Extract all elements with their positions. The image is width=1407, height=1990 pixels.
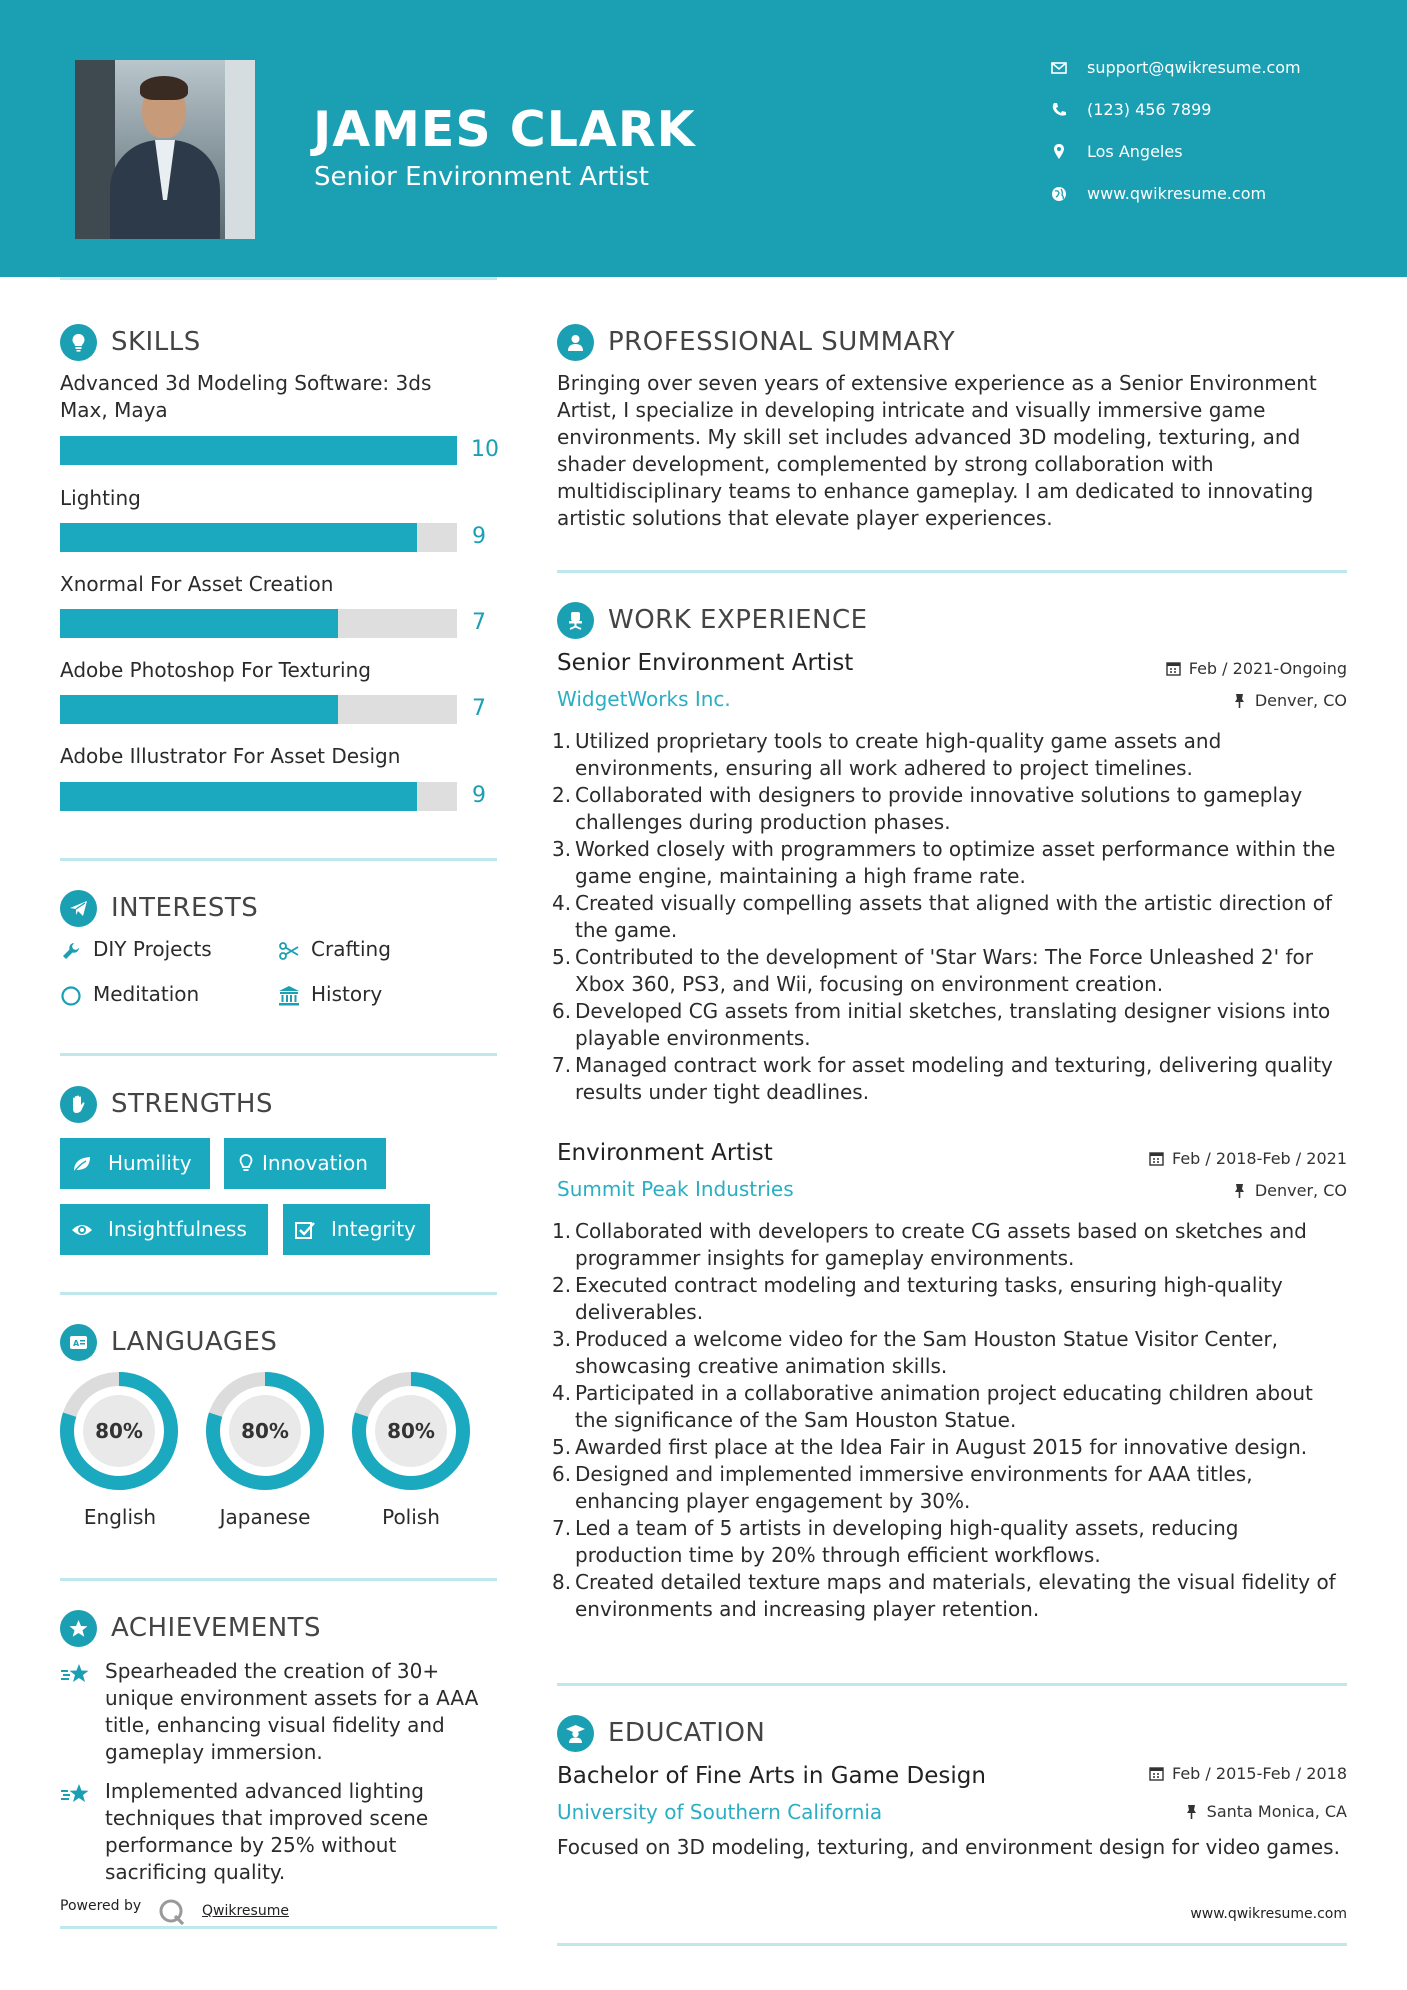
job-location-text: Denver, CO: [1254, 691, 1347, 710]
lightbulb-icon: [235, 1153, 257, 1175]
strength-label: Insightfulness: [108, 1217, 247, 1241]
strength-label: Integrity: [331, 1217, 416, 1241]
skill-level: 9: [472, 524, 486, 549]
pushpin-icon: [1232, 693, 1247, 708]
contact-phone-text: (123) 456 7899: [1087, 100, 1212, 119]
language-percent: 80%: [241, 1419, 289, 1443]
fast-star-icon: [60, 1782, 92, 1808]
leaf-icon: [71, 1153, 93, 1175]
job-duties-list: [552, 1218, 1352, 1623]
graduate-icon: [557, 1715, 594, 1752]
skill-bar: [60, 609, 457, 638]
qwikresume-link[interactable]: Qwikresume: [202, 1903, 289, 1919]
interest-label: DIY Projects: [93, 937, 212, 961]
achievements-heading: ACHIEVEMENTS: [111, 1613, 322, 1643]
divider: [60, 858, 497, 861]
education-dates-text: Feb / 2015-Feb / 2018: [1172, 1764, 1347, 1783]
list-item: 4. Participated in a collaborative animation project educating children about the significance of the Sam Houston Statue.: [552, 1381, 1313, 1432]
contact-email[interactable]: [1050, 55, 1380, 85]
user-icon: [557, 324, 594, 361]
bank-icon: [278, 985, 300, 1007]
language-donut: [204, 1370, 326, 1492]
education-dates: [1149, 1764, 1347, 1783]
contact-website-text: www.qwikresume.com: [1087, 184, 1267, 203]
star-badge-icon: [60, 1610, 97, 1647]
skill-bar: [60, 436, 457, 465]
education-description: Focused on 3D modeling, texturing, and environment design for video games.: [557, 1835, 1340, 1859]
skill-bar-fill: [60, 782, 417, 811]
strength-label: Humility: [108, 1151, 192, 1175]
list-item: 5. Awarded first place at the Idea Fair in August 2015 for innovative design.: [552, 1435, 1308, 1459]
summary-heading: PROFESSIONAL SUMMARY: [608, 327, 956, 357]
divider: [60, 1578, 497, 1581]
language-card-icon: [60, 1324, 97, 1361]
pushpin-icon: [1184, 1804, 1199, 1819]
phone-icon: [1050, 101, 1068, 119]
skill-bar: [60, 523, 457, 552]
skill-bar: [60, 782, 457, 811]
contact-website[interactable]: [1050, 181, 1380, 211]
list-item: 6. Developed CG assets from initial sketches, translating designer visions into playable environments.: [552, 999, 1331, 1050]
achievement-text: Spearheaded the creation of 30+ unique environment assets for a AAA title, enhancing visual fidelity and gameplay immersion.: [105, 1659, 479, 1764]
list-item: 2. Collaborated with designers to provide innovative solutions to gameplay challenges during production phases.: [552, 783, 1303, 834]
language-name: English: [83, 1505, 157, 1529]
skill-level: 9: [472, 783, 486, 808]
contact-location: [1050, 139, 1380, 169]
office-chair-icon: [557, 602, 594, 639]
candidate-name: JAMES CLARK: [313, 101, 696, 158]
svg-text:A: A: [73, 1339, 80, 1348]
envelope-icon: [1050, 59, 1068, 77]
strength-tag: [60, 1204, 268, 1255]
language-percent: 80%: [387, 1419, 435, 1443]
skill-bar: [60, 695, 457, 724]
skills-heading: SKILLS: [111, 327, 201, 357]
company-name: WidgetWorks Inc.: [557, 687, 731, 711]
list-item: 7. Managed contract work for asset modeling and texturing, delivering quality results under tight deadlines.: [552, 1053, 1333, 1104]
languages-heading: LANGUAGES: [111, 1327, 278, 1357]
pushpin-icon: [1232, 1183, 1247, 1198]
language-name: Japanese: [219, 1505, 311, 1529]
interests-heading: INTERESTS: [111, 893, 259, 923]
candidate-title: Senior Environment Artist: [314, 162, 649, 192]
education-location: [1184, 1802, 1347, 1821]
strength-tag: [224, 1138, 386, 1189]
skill-name: Xnormal For Asset Creation: [60, 572, 334, 596]
job-duties-list: [552, 728, 1352, 1106]
skill-level: 7: [472, 610, 486, 635]
language-donut: [58, 1370, 180, 1492]
degree-title: Bachelor of Fine Arts in Game Design: [557, 1763, 986, 1789]
divider: [60, 1053, 497, 1056]
interest-label: History: [311, 982, 383, 1006]
divider: [60, 277, 497, 280]
strength-tag: [60, 1138, 210, 1189]
skill-bar-fill: [60, 695, 338, 724]
list-item: 1. Utilized proprietary tools to create high-quality game assets and environments, ensuring all work adhered to project timelines.: [552, 729, 1222, 780]
contact-location-text: Los Angeles: [1087, 142, 1183, 161]
job-location-text: Denver, CO: [1254, 1181, 1347, 1200]
footer-website[interactable]: www.qwikresume.com: [1190, 1906, 1347, 1922]
calendar-icon: [1149, 1151, 1164, 1166]
strength-label: Innovation: [262, 1151, 368, 1175]
profile-photo: [75, 60, 255, 239]
achievement-text: Implemented advanced lighting techniques that improved scene performance by 25% without sacrificing quality.: [105, 1779, 429, 1884]
education-location-text: Santa Monica, CA: [1206, 1802, 1347, 1821]
strengths-heading: STRENGTHS: [111, 1089, 273, 1119]
job-dates-text: Feb / 2018-Feb / 2021: [1172, 1149, 1347, 1168]
list-item: 5. Contributed to the development of 'Star Wars: The Force Unleashed 2' for Xbox 360, PS3, and Wii, focusing on environment creation.: [552, 945, 1313, 996]
map-pin-icon: [1050, 143, 1068, 161]
skill-name: Advanced 3d Modeling Software: 3ds Max, Maya: [60, 371, 432, 422]
job-location: [1232, 691, 1347, 710]
skill-level: 10: [471, 437, 499, 462]
company-name: Summit Peak Industries: [557, 1177, 794, 1201]
lightbulb-icon: [60, 324, 97, 361]
list-item: 3. Produced a welcome video for the Sam Houston Statue Visitor Center, showcasing creative animation skills.: [552, 1327, 1279, 1378]
interest-label: Meditation: [93, 982, 200, 1006]
job-dates: [1149, 1149, 1347, 1168]
language-donut: [350, 1370, 472, 1492]
fast-star-icon: [60, 1662, 92, 1688]
interest-label: Crafting: [311, 937, 391, 961]
divider: [557, 1943, 1347, 1946]
strength-tag: [283, 1204, 430, 1255]
divider: [60, 1292, 497, 1295]
divider: [60, 1926, 497, 1929]
list-item: 3. Worked closely with programmers to optimize asset performance within the game engine, maintaining a high frame rate.: [552, 837, 1336, 888]
skill-bar-fill: [60, 436, 457, 465]
list-item: 6. Designed and implemented immersive environments for AAA titles, enhancing player engagement by 30%.: [552, 1462, 1253, 1513]
list-item: 7. Led a team of 5 artists in developing high-quality assets, reducing production time by 20% through efficient workflows.: [552, 1516, 1239, 1567]
eye-icon: [71, 1219, 93, 1241]
check-square-icon: [294, 1219, 316, 1241]
skill-name: Adobe Photoshop For Texturing: [60, 658, 371, 682]
job-title: Senior Environment Artist: [557, 650, 854, 676]
job-location: [1232, 1181, 1347, 1200]
globe-icon: [1050, 185, 1068, 203]
contact-phone[interactable]: [1050, 97, 1380, 127]
language-percent: 80%: [95, 1419, 143, 1443]
circle-icon: [60, 985, 82, 1007]
job-dates-text: Feb / 2021-Ongoing: [1188, 659, 1347, 678]
skill-level: 7: [472, 696, 486, 721]
experience-heading: WORK EXPERIENCE: [608, 605, 868, 635]
hand-icon: [60, 1086, 97, 1123]
paper-plane-icon: [60, 890, 97, 927]
list-item: 4. Created visually compelling assets that aligned with the artistic direction of the game.: [552, 891, 1333, 942]
school-name: University of Southern California: [557, 1800, 883, 1824]
calendar-icon: [1149, 1766, 1164, 1781]
job-title: Environment Artist: [557, 1140, 773, 1166]
wrench-icon: [60, 940, 82, 962]
summary-text: Bringing over seven years of extensive experience as a Senior Environment Artist, I specialize in developing intricate and visually immersive game environments. My skill set includes advanced 3D modeling, texturing, and shader development, complemented by strong collaboration with multidisciplinary teams to enhance gameplay. I am dedicated to innovating artistic solutions that elevate player experiences.: [557, 371, 1317, 530]
list-item: 8. Created detailed texture maps and materials, elevating the visual fidelity of environments and increasing player retention.: [552, 1570, 1336, 1621]
scissors-icon: [278, 940, 300, 962]
job-dates: [1166, 659, 1347, 678]
skill-name: Adobe Illustrator For Asset Design: [60, 744, 401, 768]
powered-by-label: Powered by: [60, 1898, 142, 1914]
education-heading: EDUCATION: [608, 1718, 766, 1748]
calendar-icon: [1166, 661, 1181, 676]
contact-email-text: support@qwikresume.com: [1087, 58, 1301, 77]
list-item: 1. Collaborated with developers to create CG assets based on sketches and programmer insights for gameplay environments.: [552, 1219, 1307, 1270]
list-item: 2. Executed contract modeling and texturing tasks, ensuring high-quality deliverables.: [552, 1273, 1283, 1324]
skill-bar-fill: [60, 523, 417, 552]
language-name: Polish: [382, 1505, 440, 1529]
qwikresume-logo-icon: [158, 1898, 186, 1926]
header-banner: [0, 0, 1407, 277]
divider: [557, 1683, 1347, 1686]
divider: [557, 570, 1347, 573]
skill-name: Lighting: [60, 486, 141, 510]
skill-bar-fill: [60, 609, 338, 638]
